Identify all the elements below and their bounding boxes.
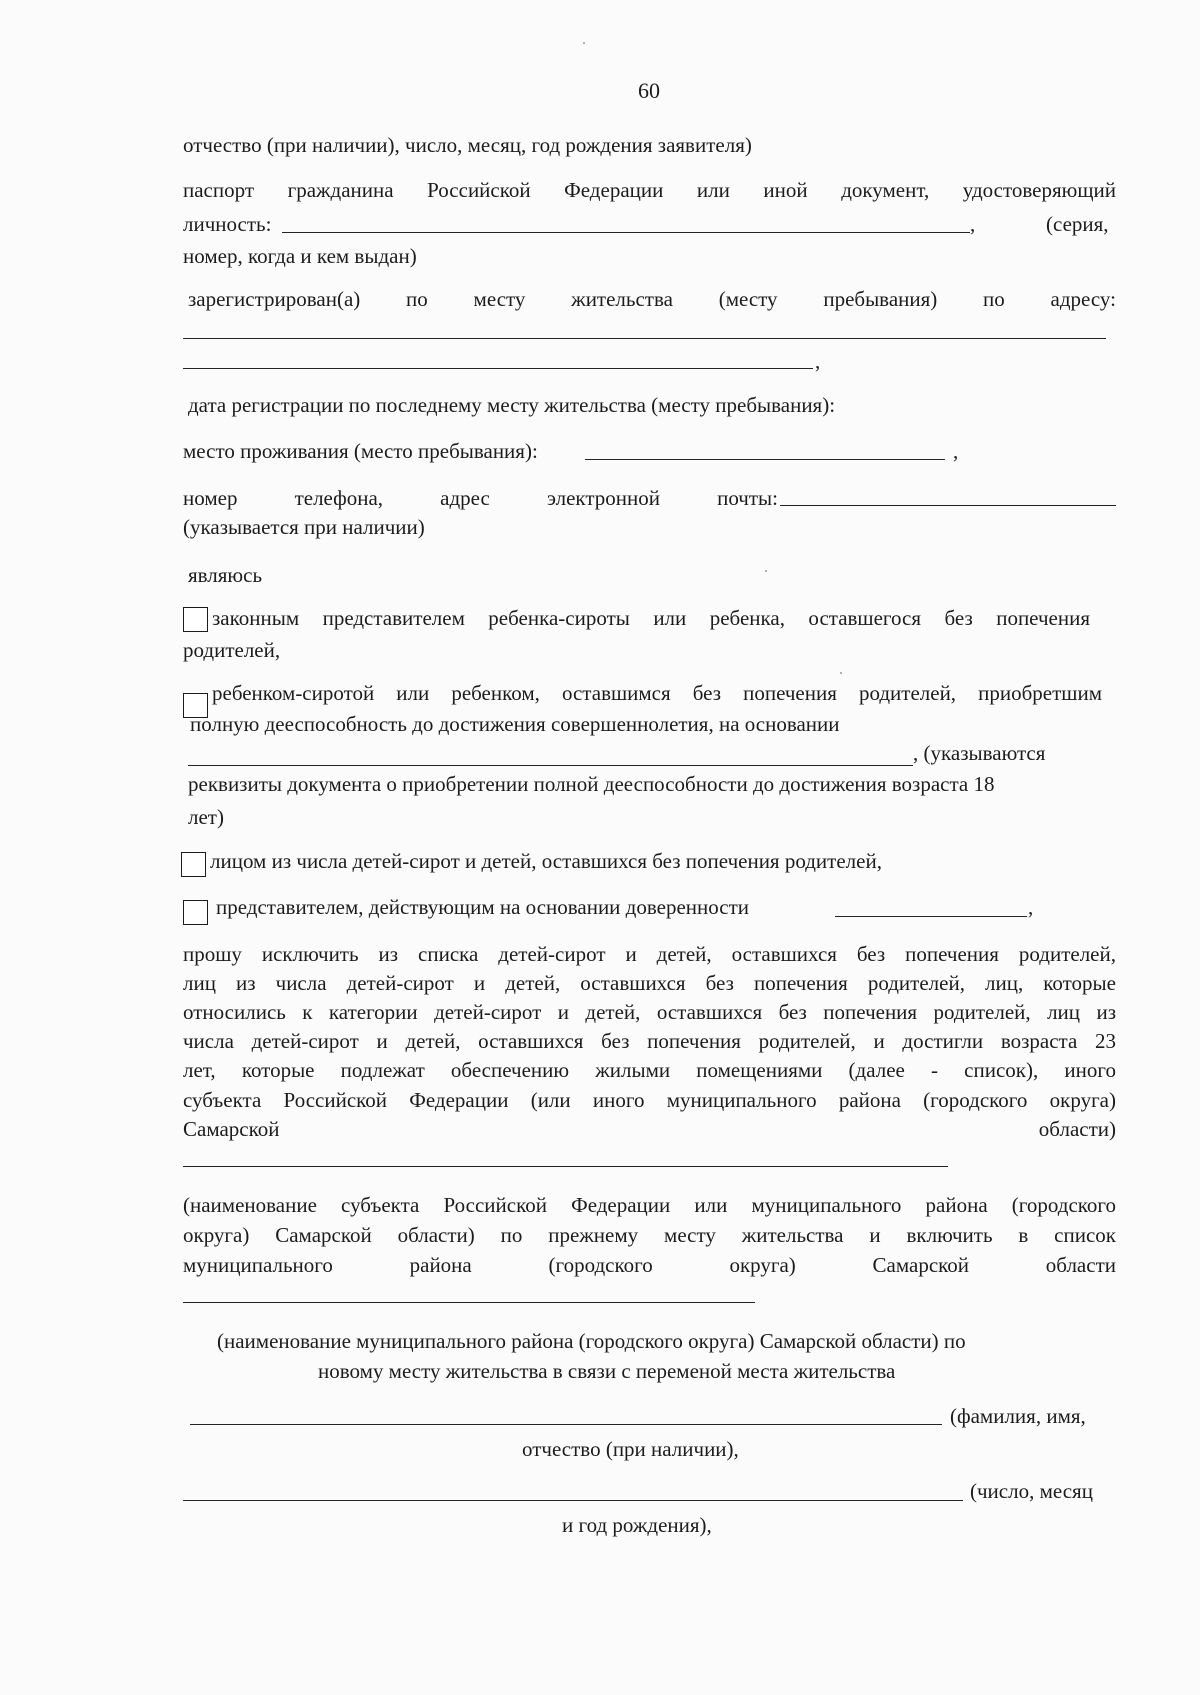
text-line: (фамилия, имя, — [950, 1404, 1086, 1428]
text-line: относились к категории детей-сирот и детей, оставшихся без попечения родителей, лиц из — [183, 1000, 1116, 1024]
text-line: (наименование муниципального района (городского округа) Самарской области) по — [217, 1329, 966, 1353]
text-line: паспорт гражданина Российской Федерации или иной документ, удостоверяющий — [183, 178, 1116, 202]
text-line: законным представителем ребенка-сироты или ребенка, оставшегося без попечения — [212, 606, 1090, 630]
text-line: зарегистрирован(а) по месту жительства (месту пребывания) по адресу: — [188, 287, 1116, 311]
text-line: , — [970, 212, 976, 236]
text-line: , — [953, 439, 959, 463]
address-field-line-2[interactable] — [183, 368, 813, 369]
text-line: муниципального района (городского округа) Самарской области — [183, 1253, 1116, 1277]
text-line: лиц из числа детей-сирот и детей, оставшихся без попечения родителей, лиц, которые — [183, 971, 1116, 995]
text-line: номер, когда и кем выдан) — [183, 244, 417, 268]
text-line: , — [815, 349, 821, 373]
text-line: родителей, — [183, 638, 281, 662]
page-number: 60 — [638, 78, 660, 103]
text-line: округа) Самарской области) по прежнему месту жительства и включить в список — [183, 1223, 1116, 1247]
text-line: дата регистрации по последнему месту жительства (месту пребывания): — [188, 393, 836, 417]
text-line: лет) — [188, 805, 224, 829]
scan-speck — [583, 42, 585, 44]
text-line: , — [1028, 895, 1034, 919]
text-line: место проживания (место пребывания): — [183, 439, 538, 463]
text-line: (наименование субъекта Российской Федерации или муниципального района (городского — [183, 1193, 1116, 1217]
text-line: прошу исключить из списка детей-сирот и детей, оставшихся без попечения родителей, — [183, 942, 1116, 966]
text-line: представителем, действующим на основании доверенности — [216, 895, 750, 919]
text-line: Самарской области) — [183, 1117, 1116, 1141]
text-line: личность: — [183, 212, 272, 236]
text-line: числа детей-сирот и детей, оставшихся без попечения родителей, и достигли возраста 23 — [183, 1029, 1116, 1053]
birth-date-field-line[interactable] — [183, 1500, 963, 1501]
proxy-field-line[interactable] — [835, 916, 1027, 917]
text-line: и год рождения), — [562, 1513, 712, 1537]
representative-proxy-checkbox[interactable] — [183, 900, 208, 925]
legal-representative-checkbox[interactable] — [183, 607, 208, 632]
scan-speck — [840, 672, 842, 674]
capacity-document-field-line[interactable] — [188, 765, 913, 766]
text-line: лицом из числа детей-сирот и детей, оставшихся без попечения родителей, — [210, 849, 882, 873]
text-line: , (указываются — [913, 741, 1046, 765]
full-name-field-line[interactable] — [190, 1424, 942, 1425]
orphan-person-checkbox[interactable] — [181, 852, 206, 877]
text-line: являюсь — [188, 563, 263, 587]
address-field-line-1[interactable] — [183, 338, 1106, 339]
scan-speck — [765, 570, 767, 572]
text-line: полную дееспособность до достижения совершеннолетия, на основании — [190, 712, 840, 736]
text-line: номер телефона, адрес электронной почты: — [183, 486, 778, 510]
text-line: реквизиты документа о приобретении полной дееспособности до достижения возраста 18 — [188, 772, 995, 796]
text-line: (число, месяц — [970, 1479, 1093, 1503]
residence-field-line[interactable] — [585, 459, 945, 460]
text-line: отчество (при наличии), — [522, 1437, 739, 1461]
text-line: ребенком-сиротой или ребенком, оставшимся без попечения родителей, приобретшим — [212, 681, 1102, 705]
previous-region-field-line[interactable] — [183, 1166, 948, 1167]
passport-field-line[interactable] — [282, 232, 970, 233]
text-line: (серия, — [1046, 212, 1109, 236]
text-line: субъекта Российской Федерации (или иного муниципального района (городского округа) — [183, 1088, 1116, 1112]
text-line: (указывается при наличии) — [183, 515, 425, 539]
text-line: лет, которые подлежат обеспечению жилыми помещениями (далее - список), иного — [183, 1058, 1116, 1082]
text-line: отчество (при наличии), число, месяц, год рождения заявителя) — [183, 133, 752, 157]
text-line: новому месту жительства в связи с переменой места жительства — [318, 1359, 896, 1383]
new-district-field-line[interactable] — [183, 1302, 755, 1303]
contact-field-line[interactable] — [780, 505, 1116, 506]
